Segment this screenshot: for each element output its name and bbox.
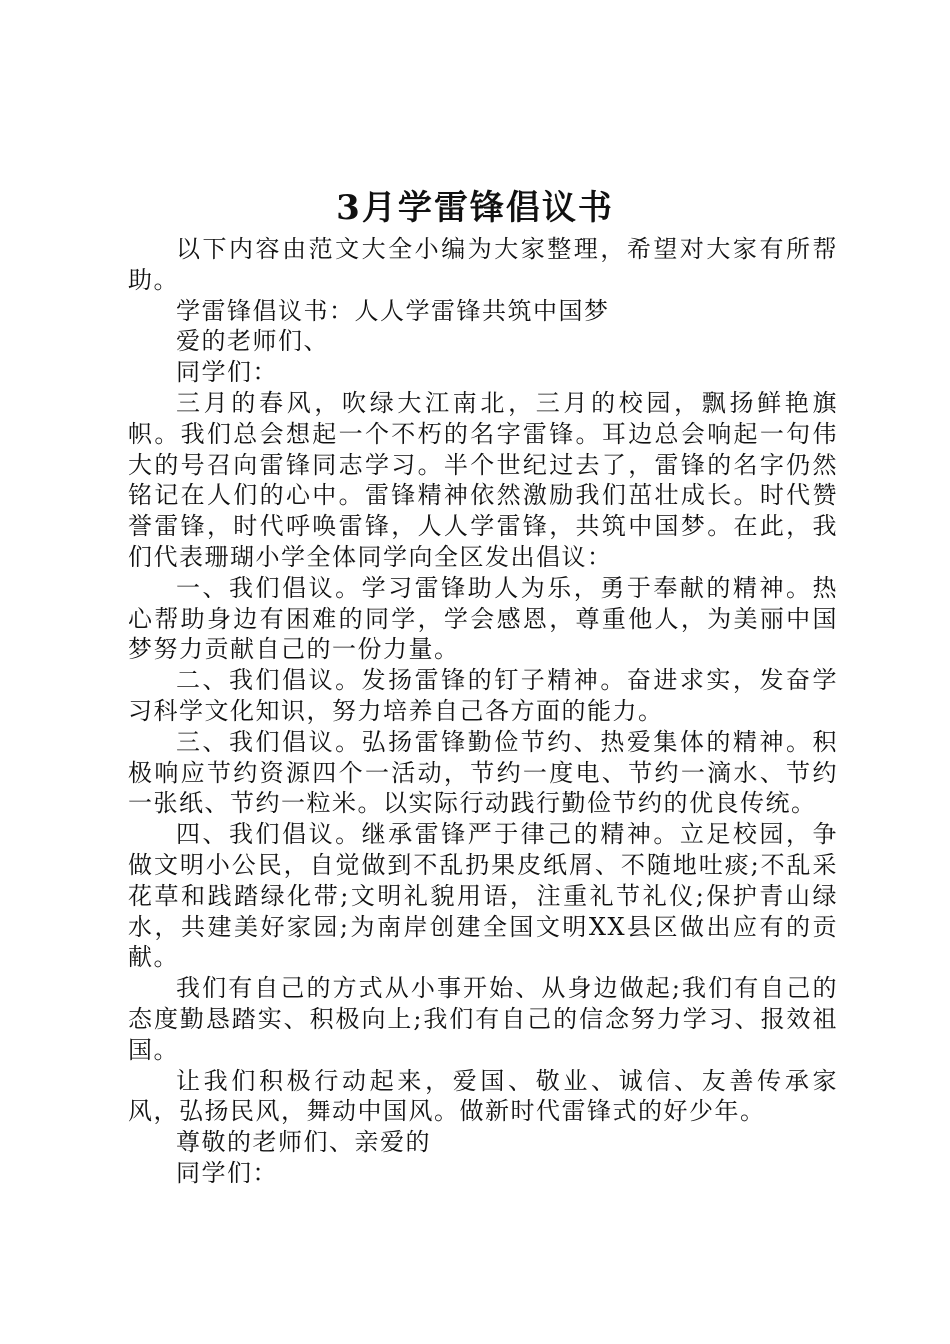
salutation-line: 同学们： (176, 1158, 278, 1187)
document-body (128, 234, 838, 1189)
body-paragraph: 我们有自己的方式从小事开始、从身边做起;我们有自己的态度勤恳踏实、积极向上;我们有自己的信念努力学习、报效祖国。 (128, 974, 838, 1064)
salutation-line: 同学们： (176, 358, 278, 387)
document-title: 3月学雷锋倡议书 (336, 188, 614, 228)
intro-paragraph: 以下内容由范文大全小编为大家整理，希望对大家有所帮助。 (128, 235, 838, 294)
proposal-item-4: 四、我们倡议。继承雷锋严于律己的精神。立足校园，争做文明小公民，自觉做到不乱扔果皮纸屑、不随地吐痰;不乱采花草和践踏绿化带;文明礼貌用语，注重礼节礼仪;保护青山绿水，共建美好家园;为南岸创建全国文明XX县区做出应有的贡献。 (128, 820, 838, 972)
salutation-line: 尊敬的老师们、亲爱的 (176, 1128, 431, 1157)
proposal-item-3: 三、我们倡议。弘扬雷锋勤俭节约、热爱集体的精神。积极响应节约资源四个一活动，节约一度电、节约一滴水、节约一张纸、节约一粒米。以实际行动践行勤俭节约的优良传统。 (128, 727, 838, 818)
closing-paragraph: 让我们积极行动起来，爱国、敬业、诚信、友善传承家风，弘扬民风，舞动中国风。做新时代雷锋式的好少年。 (128, 1066, 838, 1126)
proposal-item-2: 二、我们倡议。发扬雷锋的钉子精神。奋进求实，发奋学习科学文化知识，努力培养自己各方面的能力。 (128, 666, 838, 725)
salutation-line: 爱的老师们、 (176, 327, 329, 356)
proposal-item-1: 一、我们倡议。学习雷锋助人为乐，勇于奉献的精神。热心帮助身边有困难的同学，学会感恩，尊重他人，为美丽中国梦努力贡献自己的一份力量。 (128, 573, 838, 664)
body-paragraph: 三月的春风，吹绿大江南北，三月的校园，飘扬鲜艳旗帜。我们总会想起一个不朽的名字雷锋。耳边总会响起一句伟大的号召向雷锋同志学习。半个世纪过去了，雷锋的名字仍然铭记在人们的心中。雷锋精神依然激励我们茁壮成长。时代赞誉雷锋，时代呼唤雷锋，人人学雷锋，共筑中国梦。在此，我们代表珊瑚小学全体同学向全区发出倡议： (128, 388, 838, 571)
subtitle-line: 学雷锋倡议书：人人学雷锋共筑中国梦 (176, 296, 610, 325)
